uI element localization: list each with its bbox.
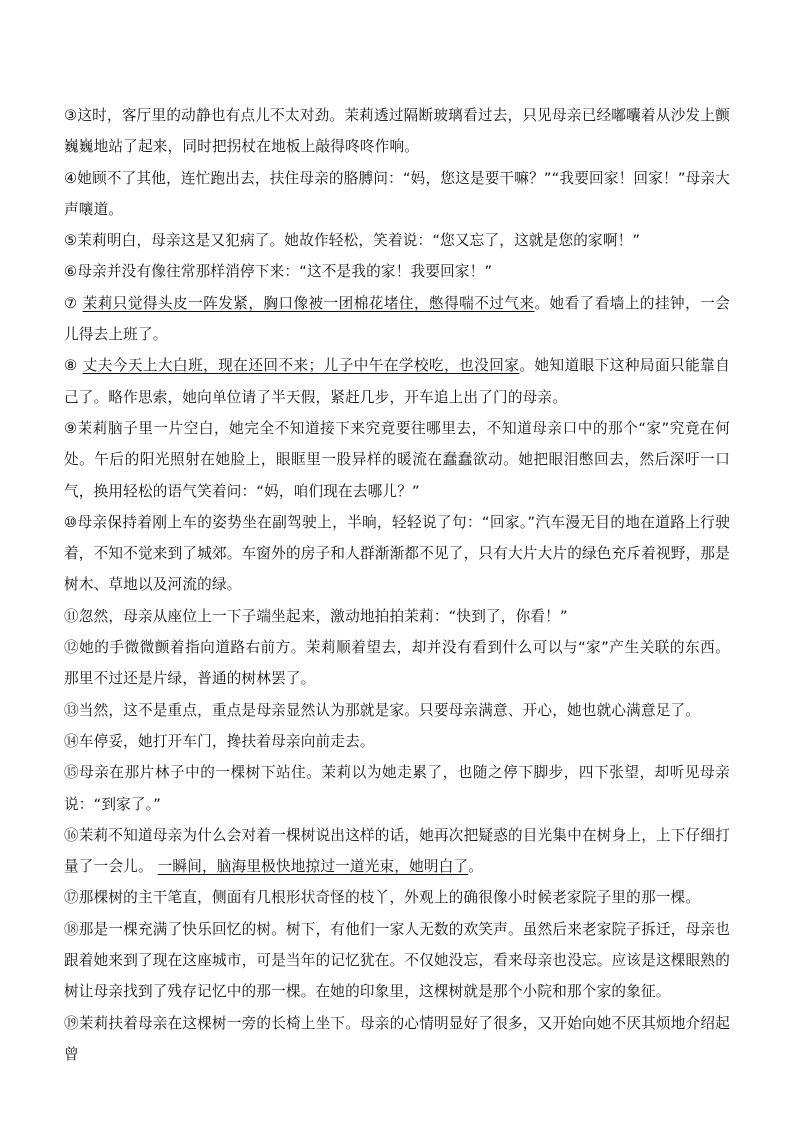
paragraph-6 — [64, 256, 730, 287]
paragraph-10 — [64, 507, 730, 601]
paragraph-text: 。她知道眼下这种局面只能靠自己了。略作思索，她向单位请了半天假，紧赶几步，开车追上出了门的母亲。 — [64, 357, 730, 406]
paragraph-8 — [64, 350, 730, 413]
paragraph-9 — [64, 413, 730, 507]
paragraph-text: ⑬当然，这不是重点，重点是母亲显然认为那就是家。只要母亲满意、开心，她也就心满意足了。 — [64, 701, 701, 719]
paragraph-7 — [64, 288, 730, 351]
paragraph-12 — [64, 632, 730, 695]
underlined-sentence: 茉莉只觉得头皮一阵发紧，胸口像被一团棉花堵住，憋得喘不过气来 — [82, 294, 535, 312]
paragraph-text: ④她顾不了其他，连忙跑出去，扶住母亲的胳膊问：“妈，您这是要干嘛？”“我要回家！回家！”母亲大声嚷道。 — [64, 169, 730, 218]
paragraph-13 — [64, 695, 730, 726]
paragraph-text: ⑭车停妥，她打开车门，搀扶着母亲向前走去。 — [64, 732, 375, 750]
paragraph-text: ⑩母亲保持着刚上车的姿势坐在副驾驶上，半晌，轻轻说了句：“回家。”汽车漫无目的地在道路上行驶着，不知不觉来到了城郊。车窗外的房子和人群渐渐都不见了，只有大片大片的绿色充斥着视野，那是树木、草地以及河流的绿。 — [64, 513, 730, 594]
paragraph-19 — [64, 1008, 730, 1071]
paragraph-text: ⑮母亲在那片林子中的一棵树下站住。茉莉以为她走累了，也随之停下脚步，四下张望，却听见母亲说：“到家了。” — [64, 764, 730, 813]
paragraph-14 — [64, 726, 730, 757]
paragraph-16 — [64, 820, 730, 883]
paragraph-18 — [64, 914, 730, 1008]
paragraph-3 — [64, 100, 730, 163]
paragraph-4 — [64, 163, 730, 226]
paragraph-text: ⑨茉莉脑子里一片空白，她完全不知道接下来究竟要往哪里去，不知道母亲口中的那个“家”究竟在何处。午后的阳光照射在她脸上，眼眶里一股异样的暖流在蠢蠢欲动。她把眼泪憋回去，然后深吁一口气，换用轻松的语气笑着问：“妈，咱们现在去哪儿？” — [64, 419, 730, 500]
paragraph-text: ⑦ — [64, 294, 83, 312]
paragraph-text: ⑰那棵树的主干笔直，侧面有几根形状奇怪的枝丫，外观上的确很像小时候老家院子里的那一棵。 — [64, 889, 701, 907]
paragraph-15 — [64, 757, 730, 820]
paragraph-text: ⑥母亲并没有像往常那样消停下来：“这不是我的家！我要回家！” — [64, 263, 493, 281]
paragraph-text: ⑱那是一棵充满了快乐回忆的树。树下，有他们一家人无数的欢笑声。虽然后来老家院子拆迁，母亲也跟着她来到了现在这座城市，可是当年的记忆犹在。不仅她没忘，看来母亲也没忘。应该是这棵眼熟的树让母亲找到了残存记忆中的那一棵。在她的印象里，这棵树就是那个小院和那个家的象征。 — [64, 920, 730, 1001]
paragraph-text: ⑯茉莉不知道母亲为什么会对着一棵树说出这样的话，她再次把疑惑的目光集中在树身上，上下仔细打量了一会儿。 — [64, 826, 730, 876]
paragraph-text: ⑲茉莉扶着母亲在这棵树一旁的长椅上坐下。母亲的心情明显好了很多，又开始向她不厌其烦地介绍起曾 — [64, 1014, 730, 1063]
article-body — [64, 100, 730, 1070]
paragraph-text: ③这时，客厅里的动静也有点儿不太对劲。茉莉透过隔断玻璃看过去，只见母亲已经嘟囔着从沙发上颤巍巍地站了起来，同时把拐杖在地板上敲得咚咚作响。 — [64, 107, 730, 156]
paragraph-17 — [64, 882, 730, 913]
underlined-sentence: 一瞬间，脑海里极快地掠过一道光束，她明白了 — [157, 858, 469, 876]
paragraph-text: 。 — [468, 858, 484, 876]
paragraph-text: ⑧ — [64, 357, 83, 375]
paragraph-text: ⑤茉莉明白，母亲这是又犯病了。她故作轻松，笑着说：“您又忘了，这就是您的家啊！” — [64, 232, 641, 250]
paragraph-text: ⑫她的手微微颤着指向道路右前方。茉莉顺着望去，却并没有看到什么可以与“家”产生关联的东西。那里不过还是片绿，普通的树林罢了。 — [64, 639, 730, 688]
underlined-sentence: 丈夫今天上大白班，现在还回不来；儿子中午在学校吃，也没回家 — [82, 357, 520, 375]
paragraph-5 — [64, 225, 730, 256]
paragraph-text: ⑪忽然，母亲从座位上一下子端坐起来，激动地拍拍茉莉：“快到了，你看！” — [64, 607, 568, 625]
paragraph-11 — [64, 601, 730, 632]
paragraph-text: 。她看了看墙上的挂钟，一会儿得去上班了。 — [64, 294, 730, 344]
